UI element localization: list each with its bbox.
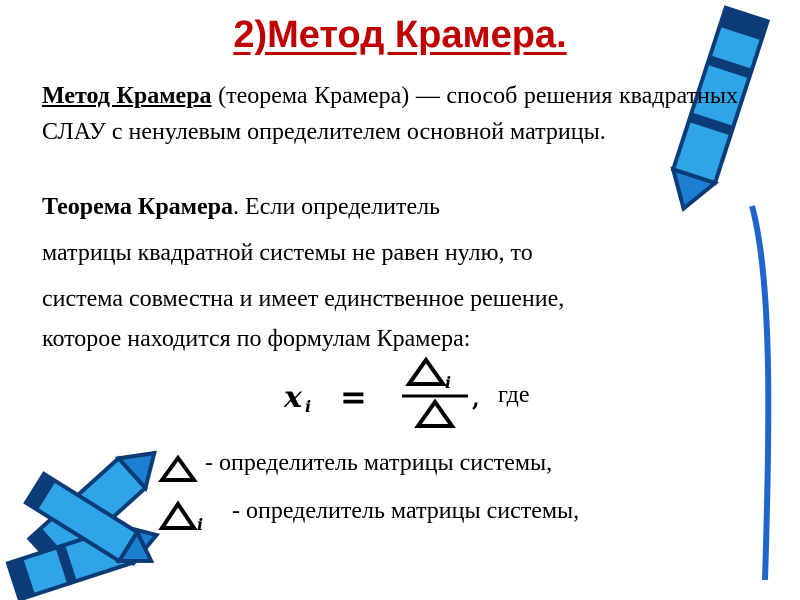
slide-title: 2)Метод Крамера. [233,14,567,56]
svg-text:i: i [197,515,204,532]
formula-x-subscript: i [305,397,312,416]
delta-i-description: - определитель матрицы системы, [232,498,580,524]
theorem-line-2: матрицы квадратной системы не равен нулю, то [42,240,533,266]
theorem-term: Теорема Крамера [42,194,234,220]
definition-text: (теорема Крамера) — способ решения квадратных СЛАУ с ненулевым определителем основной матрицы. [42,83,738,145]
formula-x-symbol: x [284,380,302,415]
formula-comma: , [472,386,480,412]
theorem-line-1-text: . Если определитель [233,194,441,220]
delta-icon [158,454,198,484]
where-word: где [498,382,530,408]
method-term: Метод Крамера [42,83,212,109]
theorem-line-4: которое находится по формулам Крамера: [42,326,471,352]
formula-equals: = [340,378,367,416]
numerator-subscript: i [445,373,452,392]
numerator-delta-icon [409,360,443,384]
denominator-delta-icon [418,402,452,426]
theorem-line-3: система совместна и имеет единственное решение, [42,286,565,312]
delta-i-icon [158,500,218,532]
delta-description: - определитель матрицы системы, [205,450,553,476]
